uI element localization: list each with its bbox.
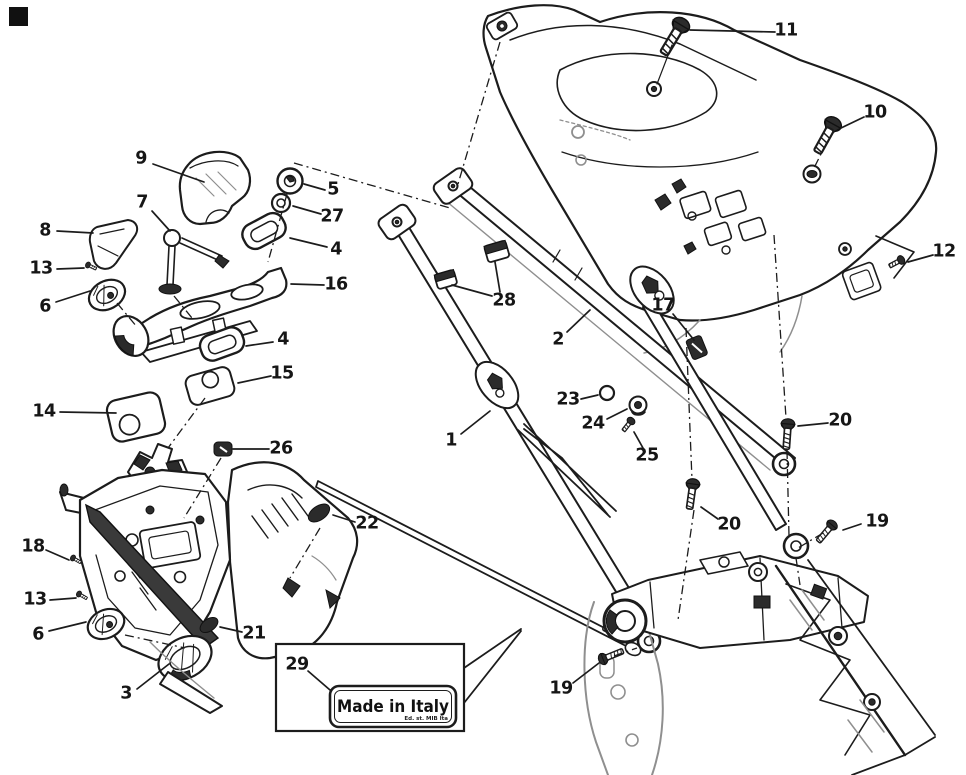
callout-6: 6: [39, 296, 51, 317]
screw-25: [620, 416, 636, 434]
callout-27: 27: [320, 206, 344, 227]
tail-cowl-art: [484, 5, 937, 353]
callout-29: 29: [285, 654, 309, 675]
callout-20: 20: [828, 410, 852, 431]
bolt-19: [597, 645, 626, 666]
callout-14: 14: [32, 401, 56, 422]
bolt-20: [683, 478, 701, 510]
callout-4: 4: [330, 239, 342, 260]
callout-11: 11: [774, 20, 798, 41]
callout-15: 15: [270, 363, 294, 384]
callout-6: 6: [32, 624, 44, 645]
callout-20: 20: [717, 514, 741, 535]
part-4-grommet: [238, 209, 289, 253]
callout-13: 13: [23, 589, 47, 610]
callout-22: 22: [355, 513, 379, 534]
callout-18: 18: [21, 536, 45, 557]
callout-19: 19: [549, 678, 573, 699]
callout-25: 25: [635, 445, 659, 466]
screw-13: [75, 590, 88, 601]
bracket-cluster-art: [84, 148, 303, 459]
callout-28: 28: [492, 290, 516, 311]
part-17-pad: [685, 335, 708, 360]
oring-23: [600, 386, 614, 400]
callout-13: 13: [29, 258, 53, 279]
made-in-italy-text: Made in Italy: [337, 697, 449, 717]
callout-16: 16: [324, 274, 348, 295]
part-28-block: [484, 240, 510, 262]
callout-9: 9: [135, 148, 147, 169]
callout-10: 10: [863, 102, 887, 123]
part-26-grommet: [214, 442, 232, 456]
callout-26: 26: [269, 438, 293, 459]
part-6-pad: [84, 274, 131, 317]
callout-21: 21: [242, 623, 266, 644]
made-in-italy-box: [276, 629, 521, 731]
screw-12: [887, 254, 906, 270]
callout-5: 5: [327, 179, 339, 200]
callout-7: 7: [136, 192, 148, 213]
made-in-italy-fine-print: Ed. st. MIB Ita: [404, 716, 448, 722]
callout-4: 4: [277, 329, 289, 350]
callout-8: 8: [39, 220, 51, 241]
bolt-20: [779, 418, 795, 449]
part-15-plate: [184, 365, 236, 407]
part-14-plate: [105, 390, 167, 443]
callout-24: 24: [581, 413, 605, 434]
callout-12: 12: [932, 241, 956, 262]
nut-24: [630, 397, 647, 416]
callout-1: 1: [445, 430, 457, 451]
part-4-grommet: [197, 324, 247, 363]
callout-3: 3: [120, 683, 132, 704]
rear-frame-art: [584, 552, 935, 775]
callout-23: 23: [556, 389, 580, 410]
callout-2: 2: [552, 329, 564, 350]
bolt-19: [814, 518, 840, 546]
callout-19: 19: [865, 511, 889, 532]
callout-17: 17: [651, 295, 675, 316]
corner-mark: [9, 7, 28, 26]
